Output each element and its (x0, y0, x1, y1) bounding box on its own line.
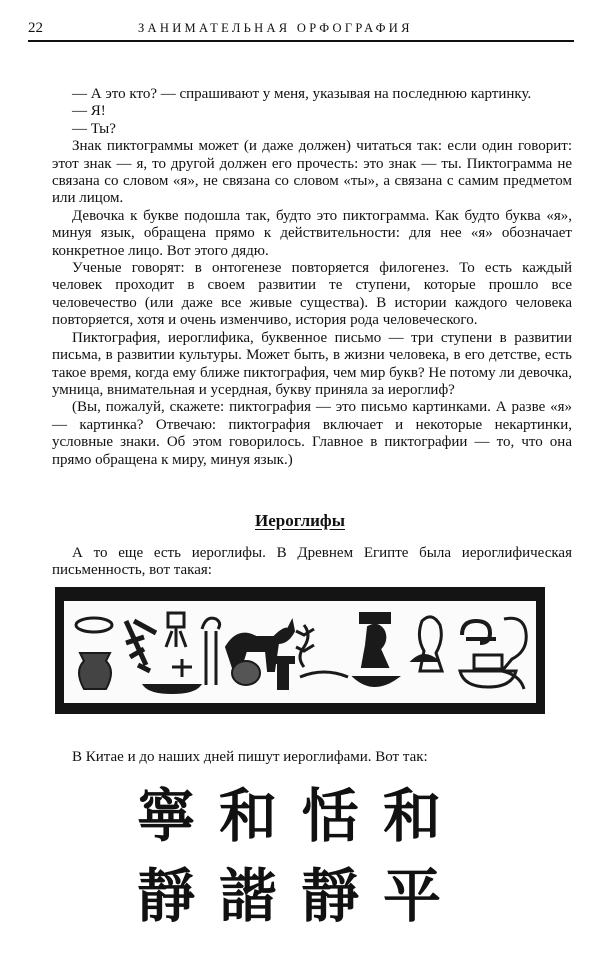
chinese-character: 靜 (136, 862, 195, 930)
page-number: 22 (28, 20, 43, 36)
china-text (52, 749, 572, 766)
basket-glyph (232, 661, 260, 685)
chinese-character: 和 (382, 782, 441, 850)
vessel-glyph (79, 653, 111, 689)
stand-glyph (166, 613, 186, 647)
crook-glyph (202, 618, 220, 685)
plate-glyph (144, 685, 200, 693)
egyptian-hieroglyphs-figure (55, 587, 545, 714)
paragraph: В Китае и до наших дней пишут иероглифами. Вот так: (72, 749, 428, 765)
bowl-glyph (354, 677, 398, 686)
chinese-characters (126, 776, 466, 936)
chinese-character: 恬 (300, 782, 359, 850)
mouth-glyph (76, 618, 112, 632)
cobra-glyph (462, 621, 496, 643)
boat-glyph (460, 655, 516, 687)
paragraph: Знак пиктограммы может (и даже должен) читаться так: если один говорит: этот знак — я, то другой должен его прочесть: это знак — ты. Пиктограмма не связана со словом «я», не связана со словом «ты», а связана с самим предметом или лицом. (52, 138, 572, 207)
seated-man-glyph (360, 613, 390, 667)
reed-glyph (296, 625, 314, 667)
body-text-top (52, 86, 572, 469)
paragraph: (Вы, пожалуй, скажете: пиктография — это письмо картинками. А разве «я» — картинка? Отвечаю: пиктография включает и некоторые некартинки, условные знаки. Об этом говорилось. Главное в пиктографии — то, что она прямо обращена к миру, минуя язык.) (52, 399, 572, 468)
paragraph: — А это кто? — спрашивают у меня, указывая на последнюю картинку. (72, 86, 532, 102)
sledge-glyph (126, 621, 156, 671)
section-heading-text: Иероглифы (255, 511, 345, 530)
egyptian-hieroglyphs-drawing (64, 601, 536, 703)
page-header (28, 14, 574, 42)
cross-glyph (172, 659, 192, 677)
paragraph: Девочка к букве подошла так, будто это пиктограмма. Как будто буква «я», минуя язык, обращена прямо к действительности: для нее «я» обозначает конкретное лицо. Вот этого дядю. (52, 207, 572, 259)
water-basket-glyph (300, 672, 348, 677)
paragraph: — Я! (72, 103, 106, 120)
paragraph: Ученые говорят: в онтогенезе повторяется филогенез. То есть каждый человек проходит в своем развитии те ступени, которые прошло все человечество (или даже все живые существа). В истории каждого человека повторяется, хотя и очень изменчиво, история рода человеческого. (52, 260, 572, 329)
chinese-character: 諧 (218, 862, 277, 930)
paragraph: — Ты? (72, 120, 116, 137)
paragraph: Пиктография, иероглифика, буквенное письмо — три ступени в развитии письма, в развитии культуры. Может быть, в жизни человека, в его детстве, есть такое время, когда ему ближе пиктография, чем мир букв? Не потому ли девочка, умница, внимательная и усердная, букву приняла за иероглиф? (52, 329, 572, 398)
chinese-character: 寧 (136, 782, 195, 850)
pillar-glyph (272, 657, 294, 689)
egypt-text (52, 545, 572, 580)
owl-glyph (419, 617, 442, 671)
section-heading (0, 511, 600, 531)
chinese-character: 平 (382, 862, 441, 930)
hieroglyphs-panel (64, 601, 536, 703)
loaf-glyph (412, 655, 438, 661)
chinese-character: 靜 (300, 862, 359, 930)
running-title: ЗАНИМАТЕЛЬНАЯ ОРФОГРАФИЯ (138, 21, 413, 35)
chinese-character: 和 (218, 782, 277, 850)
paragraph: А то еще есть иероглифы. В Древнем Египте была иероглифическая письменность, вот такая: (52, 545, 572, 579)
